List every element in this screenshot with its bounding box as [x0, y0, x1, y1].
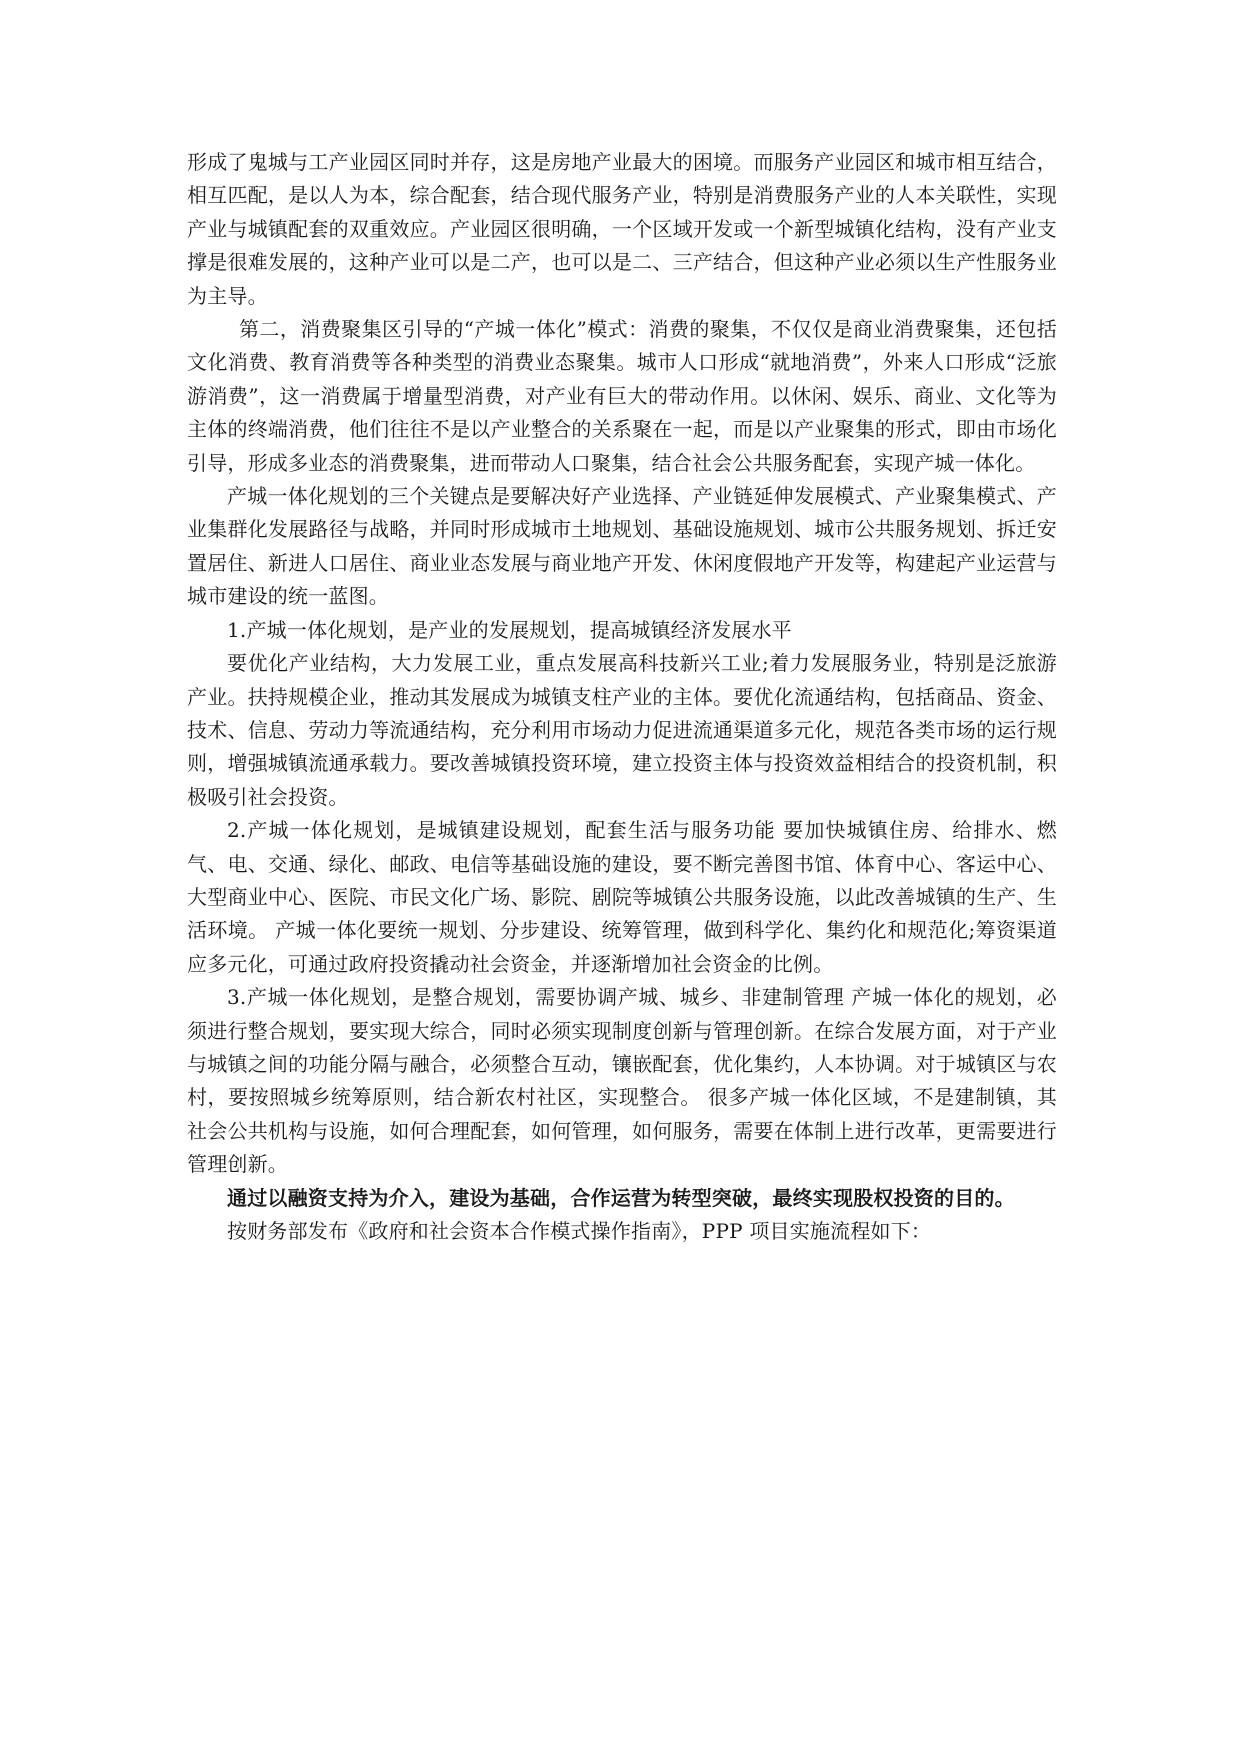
heading-industry-plan: 1.产城一体化规划，是产业的发展规划，提高城镇经济发展水平: [227, 617, 792, 642]
paragraph-ppp-process: 按财务部发布《政府和社会资本合作模式操作指南》，PPP 项目实施流程如下：: [227, 1219, 932, 1243]
paragraph-financing-goal: 通过以融资支持为介入，建设为基础，合作运营为转型突破，最终实现股权投资的目的。: [227, 1185, 1015, 1210]
paragraph-ghost-city: 形成了鬼城与工产业园区同时并存，这是房地产业最大的困境。而服务产业园区和城市相互结合，相互匹配，是以人为本，综合配套，结合现代服务产业，特别是消费服务产业的人本关联性，实现产业与城镇配套的双重效应。产业园区很明确，一个区域开发或一个新型城镇化结构，没有产业支撑是很难发展的，这种产业可以是二产，也可以是二、三产结合，但这种产业必须以生产性服务业为主导。: [187, 150, 1057, 308]
paragraph-consumption-cluster: 第二，消费聚集区引导的“产城一体化”模式：消费的聚集，不仅仅是商业消费聚集，还包括文化消费、教育消费等各种类型的消费业态聚集。城市人口形成“就地消费”，外来人口形成“泛旅游消费”，这一消费属于增量型消费，对产业有巨大的带动作用。以休闲、娱乐、商业、文化等为主体的终端消费，他们往往不是以产业整合的关系聚在一起，而是以产业聚集的形式，即由市场化引导，形成多业态的消费聚集，进而带动人口聚集，结合社会公共服务配套，实现产城一体化。: [187, 317, 1057, 475]
paragraph-key-points: 产城一体化规划的三个关键点是要解决好产业选择、产业链延伸发展模式、产业聚集模式、产业集群化发展路径与战略，并同时形成城市土地规划、基础设施规划、城市公共服务规划、拆迁安置居住、新进人口居住、商业业态发展与商业地产开发、休闲度假地产开发等，构建起产业运营与城市建设的统一蓝图。: [187, 484, 1057, 609]
paragraph-integrated-plan: 3.产城一体化规划，是整合规划，需要协调产城、城乡、非建制管理 产城一体化的规划，必须进行整合规划，要实现大综合，同时必须实现制度创新与管理创新。在综合发展方面，对于产业与城镇之间的功能分隔与融合，必须整合互动，镶嵌配套，优化集约，人本协调。对于城镇区与农村，要按照城乡统筹原则，结合新农村社区，实现整合。 很多产城一体化区域，不是建制镇，其社会公共机构与设施，如何合理配套，如何管理，如何服务，需要在体制上进行改革，更需要进行管理创新。: [187, 985, 1057, 1177]
document-page: [187, 146, 1057, 1248]
paragraph-town-construction: 2.产城一体化规划，是城镇建设规划，配套生活与服务功能 要加快城镇住房、给排水、燃气、电、交通、绿化、邮政、电信等基础设施的建设，要不断完善图书馆、体育中心、客运中心、大型商业中心、医院、市民文化广场、影院、剧院等城镇公共服务设施，以此改善城镇的生产、生活环境。 产城一体化要统一规划、分步建设、统筹管理，做到科学化、集约化和规范化;筹资渠道应多元化，可通过政府投资撬动社会资金，并逐渐增加社会资金的比例。: [187, 818, 1057, 976]
paragraph-industry-structure: 要优化产业结构，大力发展工业，重点发展高科技新兴工业;着力发展服务业，特别是泛旅游产业。扶持规模企业，推动其发展成为城镇支柱产业的主体。要优化流通结构，包括商品、资金、技术、信息、劳动力等流通结构，充分利用市场动力促进流通渠道多元化，规范各类市场的运行规则，增强城镇流通承载力。要改善城镇投资环境，建立投资主体与投资效益相结合的投资机制，积极吸引社会投资。: [187, 651, 1057, 809]
